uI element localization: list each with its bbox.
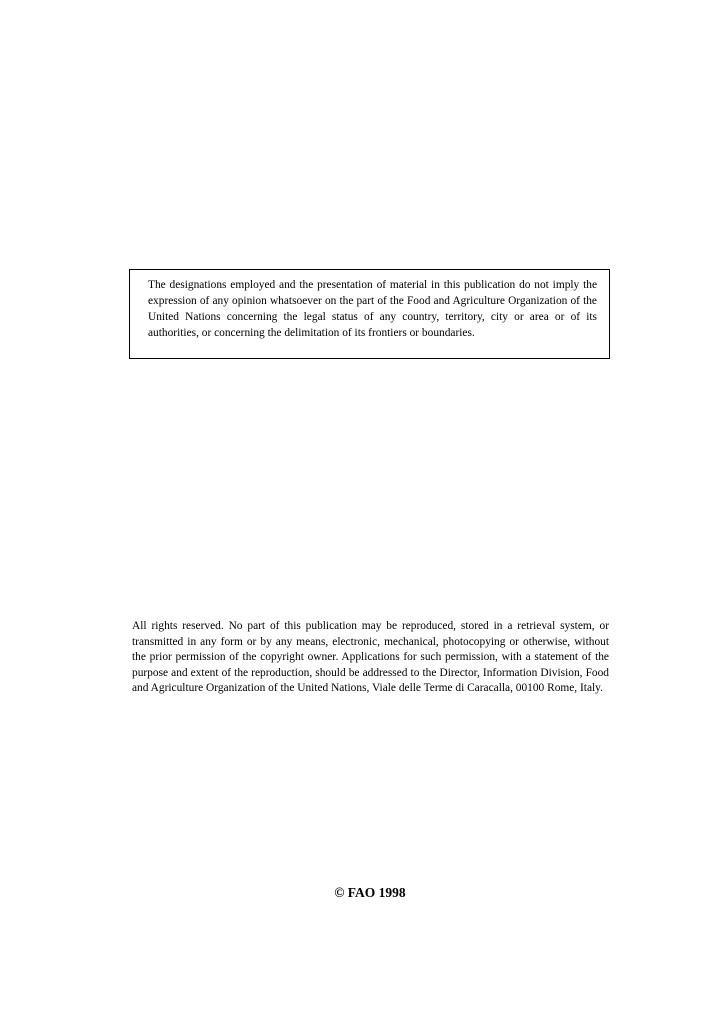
disclaimer-box [129, 269, 610, 359]
rights-reserved-text: All rights reserved. No part of this publication may be reproduced, stored in a retrieval system, or transmitted in any form or by any means, electronic, mechanical, photocopying or otherwise, without the prior permission of the copyright owner. Applications for such permission, with a statement of the purpose and extent of the reproduction, should be addressed to the Director, Information Division, Food and Agriculture Organization of the United Nations, Viale delle Terme di Caracalla, 00100 Rome, Italy. [132, 620, 609, 694]
disclaimer-text: The designations employed and the presentation of material in this publication do not imply the expression of any opinion whatsoever on the part of the Food and Agriculture Organization of the United Nations concerning the legal status of any country, territory, city or area or of its authorities, or concerning the delimitation of its frontiers or boundaries. [148, 279, 597, 339]
copyright-notice: © FAO 1998 [334, 885, 406, 900]
